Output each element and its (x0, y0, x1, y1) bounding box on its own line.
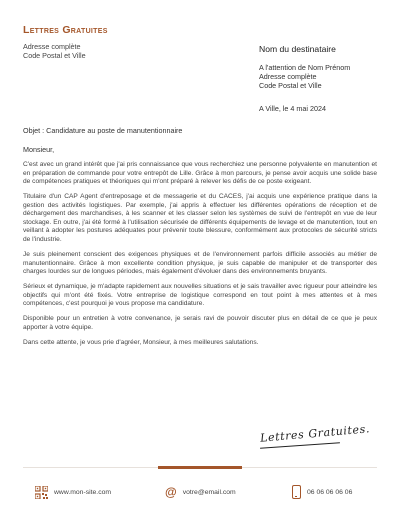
footer-phone[interactable] (292, 482, 352, 502)
email-text: votre@email.com (182, 488, 236, 496)
sender-address-block (23, 42, 86, 60)
recipient-address: Adresse complète (259, 72, 317, 81)
qr-code-icon (35, 486, 48, 499)
footer-accent-divider (158, 466, 242, 469)
letter-body (23, 161, 377, 353)
recipient-attention: A l'attention de Nom Prénom (259, 63, 351, 72)
footer-email[interactable] (165, 482, 236, 502)
body-paragraph: Sérieux et dynamique, je m'adapte rapidement aux nouvelles situations et je sais travailler avec rigueur pour atteindre les objectifs qui m'ont été fixés. Votre entreprise de logistique correspond en tout point à mes attentes et à mes compétences, c'est pourquoi je vous propose ma candidature. (23, 283, 377, 308)
recipient-block (259, 44, 389, 90)
brand-title: Lettres Gratuites (23, 24, 108, 36)
body-paragraph: Disponible pour un entretien à votre convenance, je serais ravi de pouvoir discuter plus en détail de ce que je peux apporter à votre équipe. (23, 315, 377, 331)
recipient-postal: Code Postal et Ville (259, 81, 322, 90)
sender-postal: Code Postal et Ville (23, 51, 86, 60)
phone-text: 06 06 06 06 06 (307, 488, 353, 496)
letter-date: A Ville, le 4 mai 2024 (259, 104, 326, 113)
letter-object: Objet : Candidature au poste de manutentionnaire (23, 126, 183, 135)
salutation: Monsieur, (23, 145, 55, 154)
footer (0, 482, 400, 502)
website-text: www.mon-site.com (54, 488, 112, 496)
at-sign-icon: @ (165, 485, 177, 499)
sender-address: Adresse complète (23, 42, 81, 51)
recipient-name: Nom du destinataire (259, 44, 336, 54)
phone-icon (292, 485, 301, 499)
body-paragraph: Je suis pleinement conscient des exigences physiques et de l'environnement parfois difficile associés au métier de manutentionnaire. Grâce à mon excellente condition physique, je suis capable de manipuler et de transporter des charges lourdes sur de longues périodes, mais également d'évoluer dans des environnements bruyants. (23, 250, 377, 276)
handwritten-signature: Lettres Gratuites. (259, 422, 371, 445)
body-paragraph: C'est avec un grand intérêt que j'ai pris connaissance que vous recherchiez une personne polyvalente en manutention et en préparation de commande pour votre entrepôt de Lille. Grâce à mon parcours, je pense avoir acquis une solide base de compétences pratiques et théoriques qui m'ont préparé à relever les défis de ce poste exigeant. (23, 161, 377, 186)
footer-website[interactable] (35, 482, 111, 502)
body-paragraph: Titulaire d'un CAP Agent d'entreposage et de messagerie et du CACES, j'ai acquis une expérience pratique dans la gestion des activités logistiques. Par exemple, j'ai appris à effectuer les différentes opérations de réception et de déchargement des marchandises, à les scanner et les classer selon les systèmes de suivi de l'entrepôt en vue de leur stockage. En outre, j'ai été formé à l'utilisation sécurisée de différents équipements de levage et de manutention, tout en veillant à adopter les postures adéquates pour prévenir toute blessure, conformément aux protocoles de sécurité stricts de l'industrie. (23, 193, 377, 244)
body-paragraph: Dans cette attente, je vous prie d'agréer, Monsieur, à mes meilleures salutations. (23, 338, 259, 346)
